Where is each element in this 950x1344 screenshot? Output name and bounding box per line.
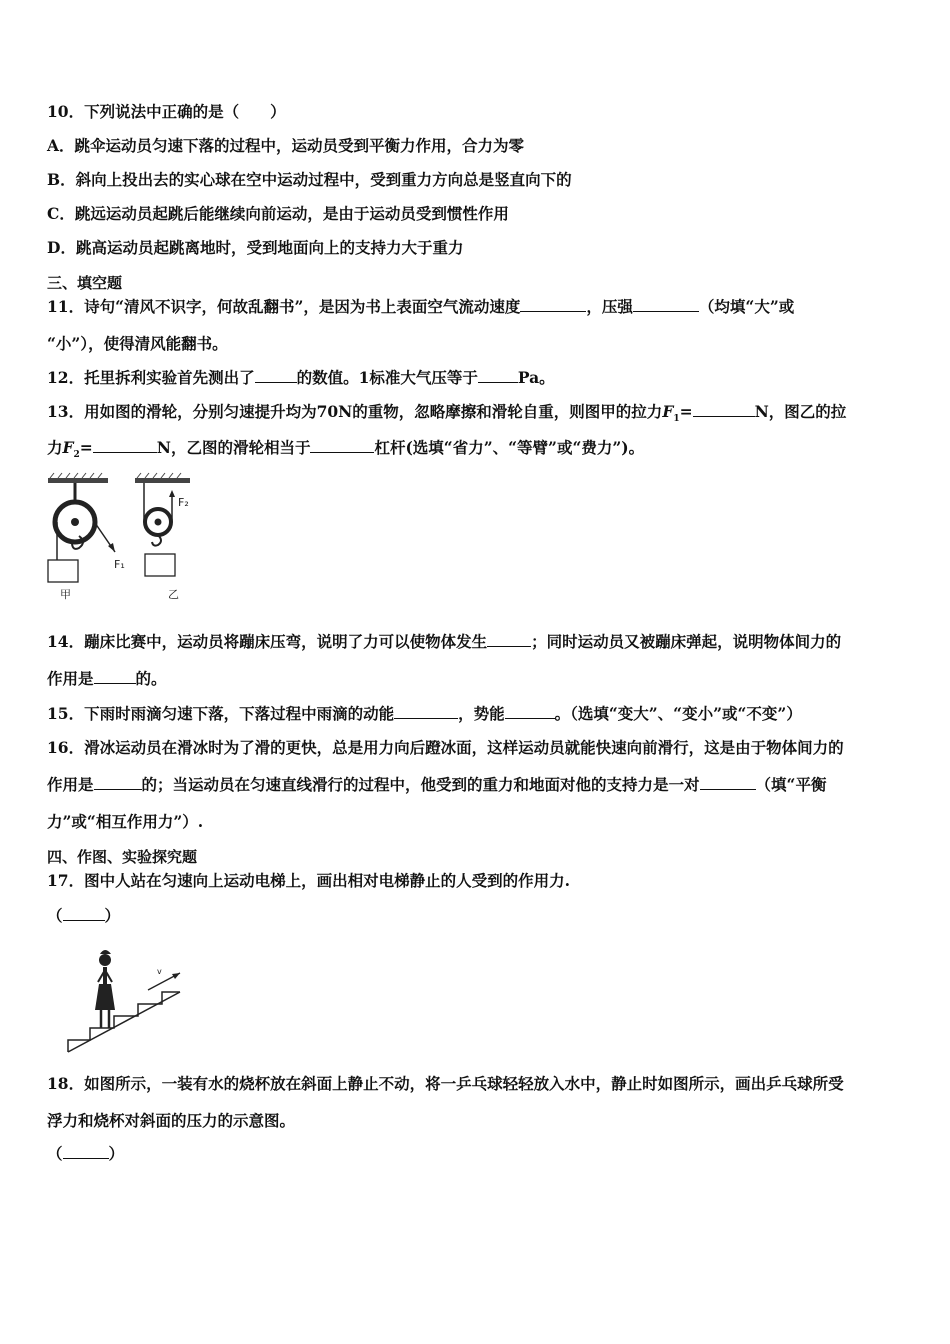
q16-line-2 — [47, 775, 826, 795]
q16-text-3: 的；当运动员在匀速直线滑行的过程中，他受到的重力和地面对他的支持力是一对 — [141, 775, 700, 794]
q17-open-paren: （ — [47, 906, 63, 925]
q16-text-4: （填“平衡 — [755, 775, 827, 794]
section-4-heading: 四、作图、实验探究题 — [47, 848, 198, 866]
q18-open-paren: （ — [47, 1144, 63, 1163]
q13-blank-f2[interactable] — [93, 438, 157, 453]
q13-line-1 — [47, 402, 846, 429]
q13-text-7: 杠杆(选填“省力”、“等臂”或“费力”)。 — [374, 438, 645, 457]
q12-text-1: 12．托里拆利实验首先测出了 — [47, 368, 255, 387]
q13-text-4: 力 — [47, 438, 63, 457]
ceiling-left — [48, 478, 108, 483]
q18-answer-slot — [47, 1144, 124, 1164]
q15-blank-2[interactable] — [505, 704, 555, 719]
label-f1: F₁ — [114, 558, 125, 571]
q13-text-5: = — [79, 438, 93, 457]
label-jia: 甲 — [60, 588, 71, 601]
q11-line-1 — [47, 297, 794, 317]
person-figure — [95, 950, 115, 1028]
q16-blank-2[interactable] — [700, 775, 756, 790]
weight-right — [145, 554, 175, 576]
q14-text-3: 作用是 — [47, 669, 94, 688]
movable-pulley-diagram — [135, 473, 190, 601]
q13-blank-lever[interactable] — [310, 438, 374, 453]
q10-option-a: A．跳伞运动员匀速下落的过程中，运动员受到平衡力作用，合力为零 — [47, 136, 525, 155]
velocity-arrow — [148, 967, 180, 990]
q12-blank-1[interactable] — [255, 368, 297, 383]
q12-blank-2[interactable] — [478, 368, 518, 383]
q15-text-3: 。（选填“变大”、“变小”或“不变”） — [554, 704, 802, 723]
q18-close-paren: ） — [108, 1144, 125, 1163]
q13-blank-f1[interactable] — [693, 402, 755, 417]
q12-line — [47, 368, 555, 388]
q10-option-d: D．跳高运动员起跳离地时，受到地面向上的支持力大于重力 — [47, 238, 464, 257]
q13-line-2 — [47, 438, 644, 465]
escalator-figure — [62, 940, 192, 1060]
q14-line-2 — [47, 669, 167, 689]
q17-answer-blank[interactable] — [63, 906, 105, 921]
q17-stem: 17．图中人站在匀速向上运动电梯上，画出相对电梯静止的人受到的作用力. — [47, 871, 570, 890]
q11-line-2: “小”），使得清风能翻书。 — [47, 334, 228, 353]
q10-stem: 10．下列说法中正确的是（ ） — [47, 102, 286, 121]
q14-text-4: 的。 — [135, 669, 167, 688]
q10-option-c: C．跳远运动员起跳后能继续向前运动，是由于运动员受到惯性作用 — [47, 204, 509, 223]
q18-answer-blank[interactable] — [63, 1144, 109, 1159]
q14-line-1 — [47, 632, 841, 652]
q18-line-1: 18．如图所示，一装有水的烧杯放在斜面上静止不动，将一乒乓球轻轻放入水中，静止时如图所示，画出乒乓球所受 — [47, 1074, 844, 1093]
weight-left — [48, 560, 78, 582]
ceiling-right — [135, 478, 190, 483]
q16-text-2: 作用是 — [47, 775, 94, 794]
q11-text-2: ，压强 — [586, 297, 633, 316]
q13-text-3: N，图乙的拉 — [754, 402, 847, 421]
q13-text-6: N，乙图的滑轮相当于 — [156, 438, 311, 457]
label-f2: F₂ — [178, 496, 189, 509]
q17-close-paren: ） — [104, 906, 121, 925]
q15-line — [47, 704, 802, 724]
q14-text-2: ；同时运动员又被蹦床弹起，说明物体间力的 — [531, 632, 842, 651]
velocity-label: v — [157, 967, 162, 976]
q18-line-2: 浮力和烧杯对斜面的压力的示意图。 — [47, 1111, 296, 1130]
q11-text-1: 11．诗句“清风不识字，何故乱翻书”，是因为书上表面空气流动速度 — [47, 297, 521, 316]
q12-text-2: 的数值。1标准大气压等于 — [296, 368, 478, 387]
q13-text-2: = — [679, 402, 693, 421]
q16-blank-1[interactable] — [94, 775, 142, 790]
pulley-figure — [40, 472, 210, 602]
q13-f2-subscript: 2 — [73, 450, 80, 461]
q13-f1-subscript: 1 — [673, 414, 680, 425]
fixed-pulley-diagram — [48, 473, 125, 601]
q10-option-b: B．斜向上投出去的实心球在空中运动过程中，受到重力方向总是竖直向下的 — [47, 170, 572, 189]
q11-blank-speed[interactable] — [520, 297, 586, 312]
q11-blank-pressure[interactable] — [633, 297, 699, 312]
q16-line-1: 16．滑冰运动员在滑冰时为了滑的更快，总是用力向后蹬冰面，这样运动员就能快速向前滑行，这是由于物体间力的 — [47, 738, 844, 757]
q12-text-3: Pa。 — [517, 368, 555, 387]
q15-text-2: ，势能 — [458, 704, 505, 723]
q14-blank-1[interactable] — [487, 632, 531, 647]
q13-text-1: 13．用如图的滑轮，分别匀速提升均为70N的重物，忽略摩擦和滑轮自重，则图甲的拉力 — [47, 402, 663, 421]
section-3-heading: 三、填空题 — [47, 274, 123, 292]
label-yi: 乙 — [168, 588, 179, 601]
q15-blank-1[interactable] — [394, 704, 458, 719]
q13-f2-symbol: F — [62, 438, 74, 457]
q17-answer-slot — [47, 906, 120, 926]
q11-text-3: （均填“大”或 — [698, 297, 795, 316]
q14-text-1: 14．蹦床比赛中，运动员将蹦床压弯，说明了力可以使物体发生 — [47, 632, 488, 651]
q14-blank-2[interactable] — [94, 669, 136, 684]
q15-text-1: 15．下雨时雨滴匀速下落，下落过程中雨滴的动能 — [47, 704, 395, 723]
q13-f1-symbol: F — [662, 402, 674, 421]
q16-line-3: 力”或“相互作用力”）. — [47, 812, 204, 831]
escalator-steps — [68, 992, 180, 1052]
